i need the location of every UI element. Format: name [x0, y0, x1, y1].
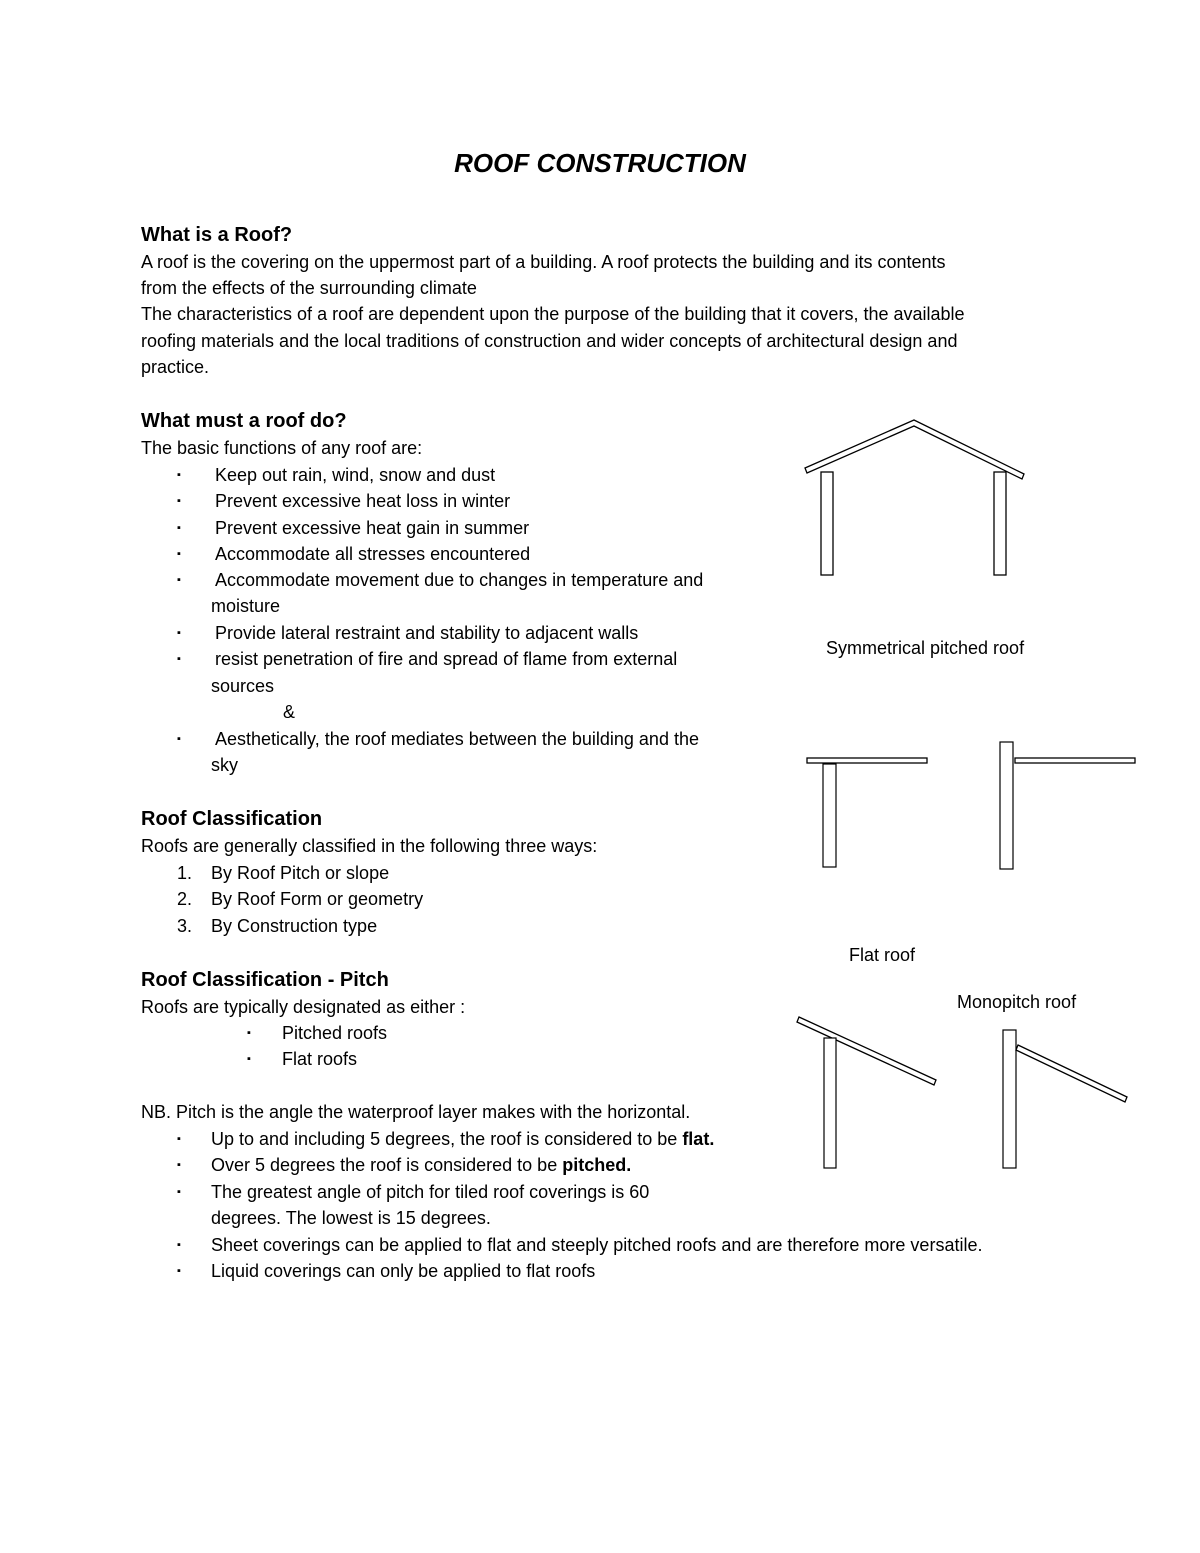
- note-emphasis: pitched.: [562, 1155, 632, 1175]
- bullet-marker: ▪: [177, 1186, 181, 1198]
- bullet-marker: ▪: [177, 1239, 181, 1251]
- list-item: By Roof Pitch or slope: [211, 863, 390, 883]
- list-item: Provide lateral restraint and stability to adjacent walls: [215, 623, 639, 643]
- roof-slab: [1016, 1045, 1127, 1102]
- list-number: 3.: [177, 916, 193, 936]
- list-item: Aesthetically, the roof mediates between the building and the: [215, 729, 699, 749]
- wall: [1003, 1030, 1016, 1168]
- roof-slab: [797, 1017, 936, 1085]
- paragraph-line: practice.: [141, 357, 210, 377]
- note-text: Up to and including 5 degrees, the roof is considered to be: [211, 1129, 683, 1149]
- flat-roof-parapet-diagram: [990, 735, 1145, 875]
- figure-caption-symmetrical: Symmetrical pitched roof: [826, 638, 1025, 658]
- paragraph-line: from the effects of the surrounding climate: [141, 278, 477, 298]
- bullet-marker: ▪: [177, 1159, 181, 1171]
- wall: [1000, 742, 1013, 869]
- roof-slab: [807, 758, 927, 763]
- wall: [994, 472, 1006, 575]
- list-item: Keep out rain, wind, snow and dust: [215, 465, 496, 485]
- list-item: Accommodate all stresses encountered: [215, 544, 531, 564]
- list-number: 2.: [177, 889, 193, 909]
- bullet-marker: ▪: [177, 627, 181, 639]
- list-item: By Roof Form or geometry: [211, 889, 424, 909]
- nb-note: NB. Pitch is the angle the waterproof layer makes with the horizontal.: [141, 1102, 691, 1122]
- list-item: Prevent excessive heat loss in winter: [215, 491, 511, 511]
- section-heading-what-is-roof: What is a Roof?: [141, 224, 293, 246]
- list-item: resist penetration of fire and spread of flame from external: [215, 649, 678, 669]
- figure-caption-monopitch: Monopitch roof: [957, 992, 1077, 1012]
- bullet-marker: ▪: [247, 1027, 251, 1039]
- flat-roof-diagram: [800, 750, 935, 875]
- paragraph-line: The characteristics of a roof are dependent upon the purpose of the building that it covers, the available: [141, 304, 965, 324]
- bullet-marker: ▪: [177, 548, 181, 560]
- paragraph-line: Roofs are generally classified in the following three ways:: [141, 836, 598, 856]
- monopitch-roof-parapet-diagram: [995, 1020, 1135, 1175]
- roof-slab: [805, 420, 1024, 479]
- bullet-marker: ▪: [177, 495, 181, 507]
- list-item-continuation: moisture: [211, 596, 281, 616]
- symmetrical-pitched-roof-diagram: [790, 410, 1040, 590]
- list-item-continuation: sky: [211, 755, 238, 775]
- monopitch-roof-diagram: [790, 1010, 950, 1175]
- page-title: ROOF CONSTRUCTION: [454, 148, 746, 178]
- wall: [824, 1038, 836, 1168]
- section-heading-roof-classification: Roof Classification: [141, 808, 323, 830]
- list-item: Prevent excessive heat gain in summer: [215, 518, 530, 538]
- list-number: 1.: [177, 863, 193, 883]
- list-item: Flat roofs: [282, 1049, 358, 1069]
- list-item-continuation: degrees. The lowest is 15 degrees.: [211, 1208, 491, 1228]
- bullet-marker: ▪: [177, 1133, 181, 1145]
- list-item: [211, 1127, 714, 1151]
- list-item: The greatest angle of pitch for tiled roof coverings is 60: [211, 1182, 650, 1202]
- bullet-marker: ▪: [247, 1053, 251, 1065]
- bullet-marker: ▪: [177, 733, 181, 745]
- paragraph-line: roofing materials and the local traditions of construction and wider concepts of architectural design and: [141, 331, 958, 351]
- list-item: Sheet coverings can be applied to flat and steeply pitched roofs and are therefore more versatile.: [211, 1235, 983, 1255]
- list-item: Pitched roofs: [282, 1023, 388, 1043]
- bullet-marker: ▪: [177, 574, 181, 586]
- bullet-marker: ▪: [177, 469, 181, 481]
- paragraph-line: A roof is the covering on the uppermost part of a building. A roof protects the building and its contents: [141, 252, 946, 272]
- list-item: Liquid coverings can only be applied to flat roofs: [211, 1261, 596, 1281]
- bullet-marker: ▪: [177, 1265, 181, 1277]
- list-item: By Construction type: [211, 916, 378, 936]
- bullet-marker: ▪: [177, 522, 181, 534]
- wall: [823, 764, 836, 867]
- note-emphasis: flat.: [682, 1129, 715, 1149]
- section-heading-pitch: Roof Classification - Pitch: [141, 969, 389, 991]
- section-heading-what-must-roof-do: What must a roof do?: [141, 410, 347, 432]
- paragraph-line: The basic functions of any roof are:: [141, 438, 423, 458]
- list-item: [211, 1153, 631, 1177]
- note-text: Over 5 degrees the roof is considered to be: [211, 1155, 563, 1175]
- wall: [821, 472, 833, 575]
- list-item: Accommodate movement due to changes in temperature and: [215, 570, 704, 590]
- figure-caption-flat: Flat roof: [849, 945, 916, 965]
- ampersand: &: [283, 702, 296, 722]
- paragraph-line: Roofs are typically designated as either :: [141, 997, 466, 1017]
- list-item-continuation: sources: [211, 676, 275, 696]
- roof-slab: [1015, 758, 1135, 763]
- bullet-marker: ▪: [177, 653, 181, 665]
